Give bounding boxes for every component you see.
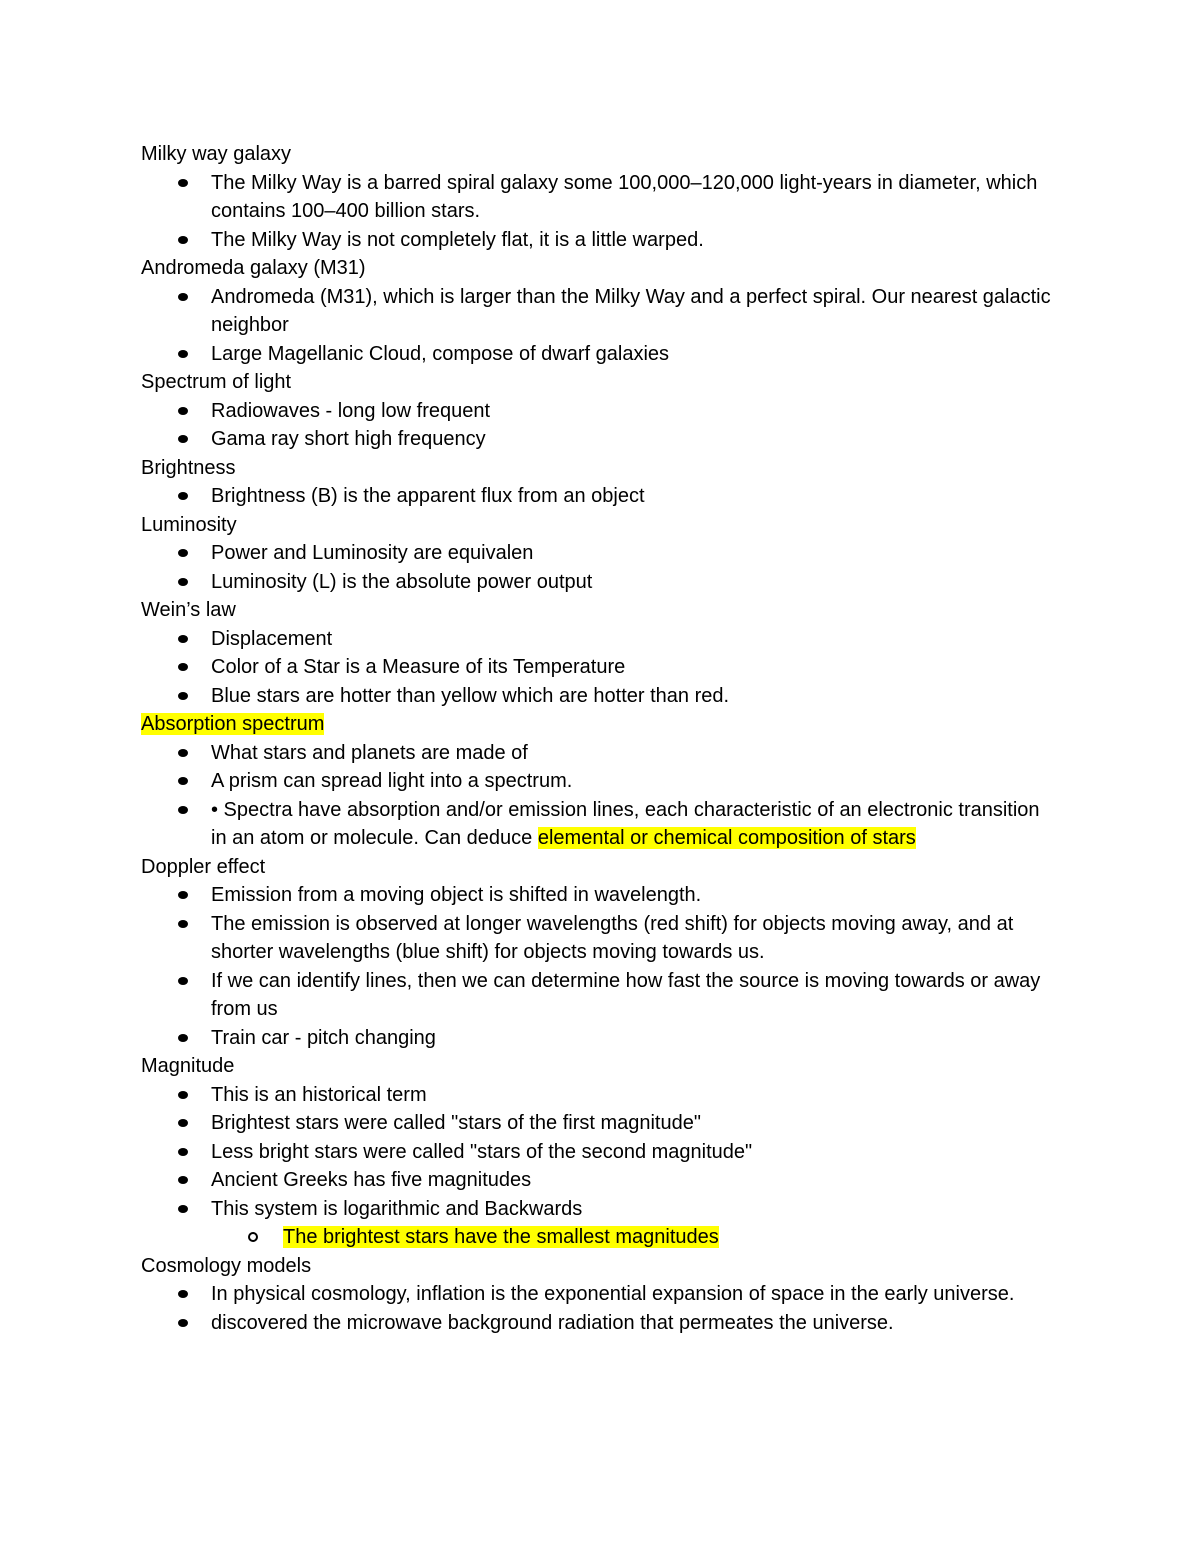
list-item-text: Emission from a moving object is shifted in wavelength. (211, 884, 702, 906)
document-body (141, 140, 1061, 1337)
bullet-list-magnitude (141, 1081, 1061, 1224)
bullet-list-brightness (141, 482, 1061, 511)
list-item-text: Large Magellanic Cloud, compose of dwarf galaxies (211, 342, 670, 365)
bullet-icon (178, 549, 188, 557)
bullet-icon (178, 977, 188, 985)
list-item-text: The emission is observed at longer wavelengths (red shift) for objects moving away, and at shorter wavelengths (blue shift) for objects moving towards us. (211, 912, 1014, 963)
list-item-text: Blue stars are hotter than yellow which are hotter than red. (211, 684, 730, 707)
bullet-icon (178, 1119, 188, 1127)
bullet-list-milky-way (141, 169, 1061, 255)
list-item-text: Luminosity (L) is the absolute power output (211, 570, 593, 593)
list-item-text: Less bright stars were called "stars of the second magnitude" (211, 1140, 753, 1163)
section-heading-weins-law: Wein’s law (141, 599, 236, 621)
list-item-text: The Milky Way is not completely flat, it is a little warped. (211, 228, 704, 251)
bullet-list-weins-law (141, 625, 1061, 711)
bullet-icon (178, 891, 188, 899)
list-item-text: The Milky Way is a barred spiral galaxy some 100,000–120,000 light-years in diameter, which contains 100–400 billion stars. (211, 171, 1038, 222)
list-item (141, 1138, 1056, 1167)
list-item-text: This system is logarithmic and Backwards (211, 1197, 583, 1220)
list-item (141, 682, 1056, 711)
bullet-icon (178, 749, 188, 757)
list-item (141, 1166, 1056, 1195)
list-item (141, 568, 1056, 597)
bullet-icon (178, 1148, 188, 1156)
bullet-icon (178, 179, 188, 187)
bullet-icon (178, 578, 188, 586)
list-item (141, 340, 1056, 369)
bullet-icon (178, 236, 188, 244)
section-heading-doppler-effect: Doppler effect (141, 855, 266, 878)
bullet-list-spectrum-of-light (141, 397, 1061, 454)
section-heading-cosmology-models: Cosmology models (141, 1254, 312, 1277)
list-item-text: Power and Luminosity are equivalen (211, 542, 534, 564)
list-item-text: Displacement (211, 627, 333, 650)
bullet-icon (178, 1319, 188, 1327)
list-item-text: What stars and planets are made of (211, 741, 528, 764)
section-heading-brightness: Brightness (141, 456, 236, 479)
bullet-icon (178, 407, 188, 415)
section-heading-luminosity: Luminosity (141, 513, 237, 536)
list-item (141, 1195, 1056, 1224)
bullet-icon (178, 492, 188, 500)
sub-bullet-list-magnitude (141, 1223, 1061, 1252)
bullet-icon (178, 806, 188, 814)
list-item (141, 226, 1056, 255)
bullet-icon (178, 692, 188, 700)
section-heading-milky-way: Milky way galaxy (141, 143, 292, 165)
list-item-text: A prism can spread light into a spectrum. (211, 770, 573, 792)
list-item-spectra (141, 796, 1056, 853)
list-item (141, 539, 1056, 568)
list-item (141, 767, 1056, 796)
list-item (141, 739, 1056, 768)
bullet-icon (178, 350, 188, 358)
highlighted-text: The brightest stars have the smallest magnitudes (283, 1226, 719, 1248)
list-item (141, 1109, 1056, 1138)
list-item (141, 283, 1056, 340)
list-item (141, 1280, 1056, 1309)
list-item-text: This is an historical term (211, 1083, 427, 1106)
sub-list-item (141, 1223, 1061, 1252)
list-item (141, 397, 1056, 426)
list-item (141, 881, 1056, 910)
list-item (141, 910, 1056, 967)
list-item (141, 1024, 1056, 1053)
bullet-icon (178, 920, 188, 928)
section-heading-andromeda: Andromeda galaxy (M31) (141, 257, 366, 279)
list-item-text: If we can identify lines, then we can determine how fast the source is moving towards or away from us (211, 969, 1041, 1020)
bullet-icon (178, 663, 188, 671)
list-item-text: Gama ray short high frequency (211, 428, 486, 450)
list-item-text: Brightest stars were called "stars of the first magnitude" (211, 1112, 701, 1134)
list-item (141, 482, 1056, 511)
list-item (141, 1309, 1056, 1338)
bullet-list-doppler-effect (141, 881, 1061, 1052)
list-item (141, 967, 1056, 1024)
bullet-icon (178, 1176, 188, 1184)
list-item-text: Brightness (B) is the apparent flux from an object (211, 485, 645, 507)
bullet-icon (178, 635, 188, 643)
list-item (141, 1081, 1056, 1110)
bullet-icon (178, 435, 188, 443)
list-item-text: Ancient Greeks has five magnitudes (211, 1169, 532, 1191)
highlighted-heading-text: Absorption spectrum (141, 713, 325, 735)
bullet-list-cosmology-models (141, 1280, 1061, 1337)
highlighted-text: elemental or chemical composition of stars (537, 827, 916, 849)
section-heading-magnitude: Magnitude (141, 1055, 235, 1077)
list-item (141, 653, 1056, 682)
bullet-list-andromeda (141, 283, 1061, 369)
bullet-icon (178, 1034, 188, 1042)
list-item-text: Andromeda (M31), which is larger than the Milky Way and a perfect spiral. Our nearest galactic neighbor (211, 285, 1051, 336)
bullet-icon (178, 1290, 188, 1298)
bullet-icon (178, 1205, 188, 1213)
list-item (141, 425, 1056, 454)
section-heading-absorption-spectrum (141, 710, 1061, 739)
list-item (141, 169, 1056, 226)
bullet-icon (178, 1091, 188, 1099)
list-item-text: Color of a Star is a Measure of its Temperature (211, 656, 626, 678)
list-item-text: In physical cosmology, inflation is the exponential expansion of space in the early universe. (211, 1283, 1015, 1305)
hollow-circle-icon (248, 1232, 258, 1242)
bullet-icon (178, 293, 188, 301)
list-item-text: Radiowaves - long low frequent (211, 399, 491, 422)
bullet-list-luminosity (141, 539, 1061, 596)
list-item (141, 625, 1056, 654)
bullet-icon (178, 777, 188, 785)
list-item-text: Train car - pitch changing (211, 1026, 436, 1049)
list-item-text: • Spectra have absorption and/or emission lines, each characteristic of an electronic transition in an atom or molecule. Can deduce (211, 798, 1040, 849)
section-heading-spectrum-of-light: Spectrum of light (141, 371, 292, 393)
bullet-list-absorption-spectrum (141, 739, 1061, 853)
list-item-text: discovered the microwave background radiation that permeates the universe. (211, 1311, 894, 1334)
